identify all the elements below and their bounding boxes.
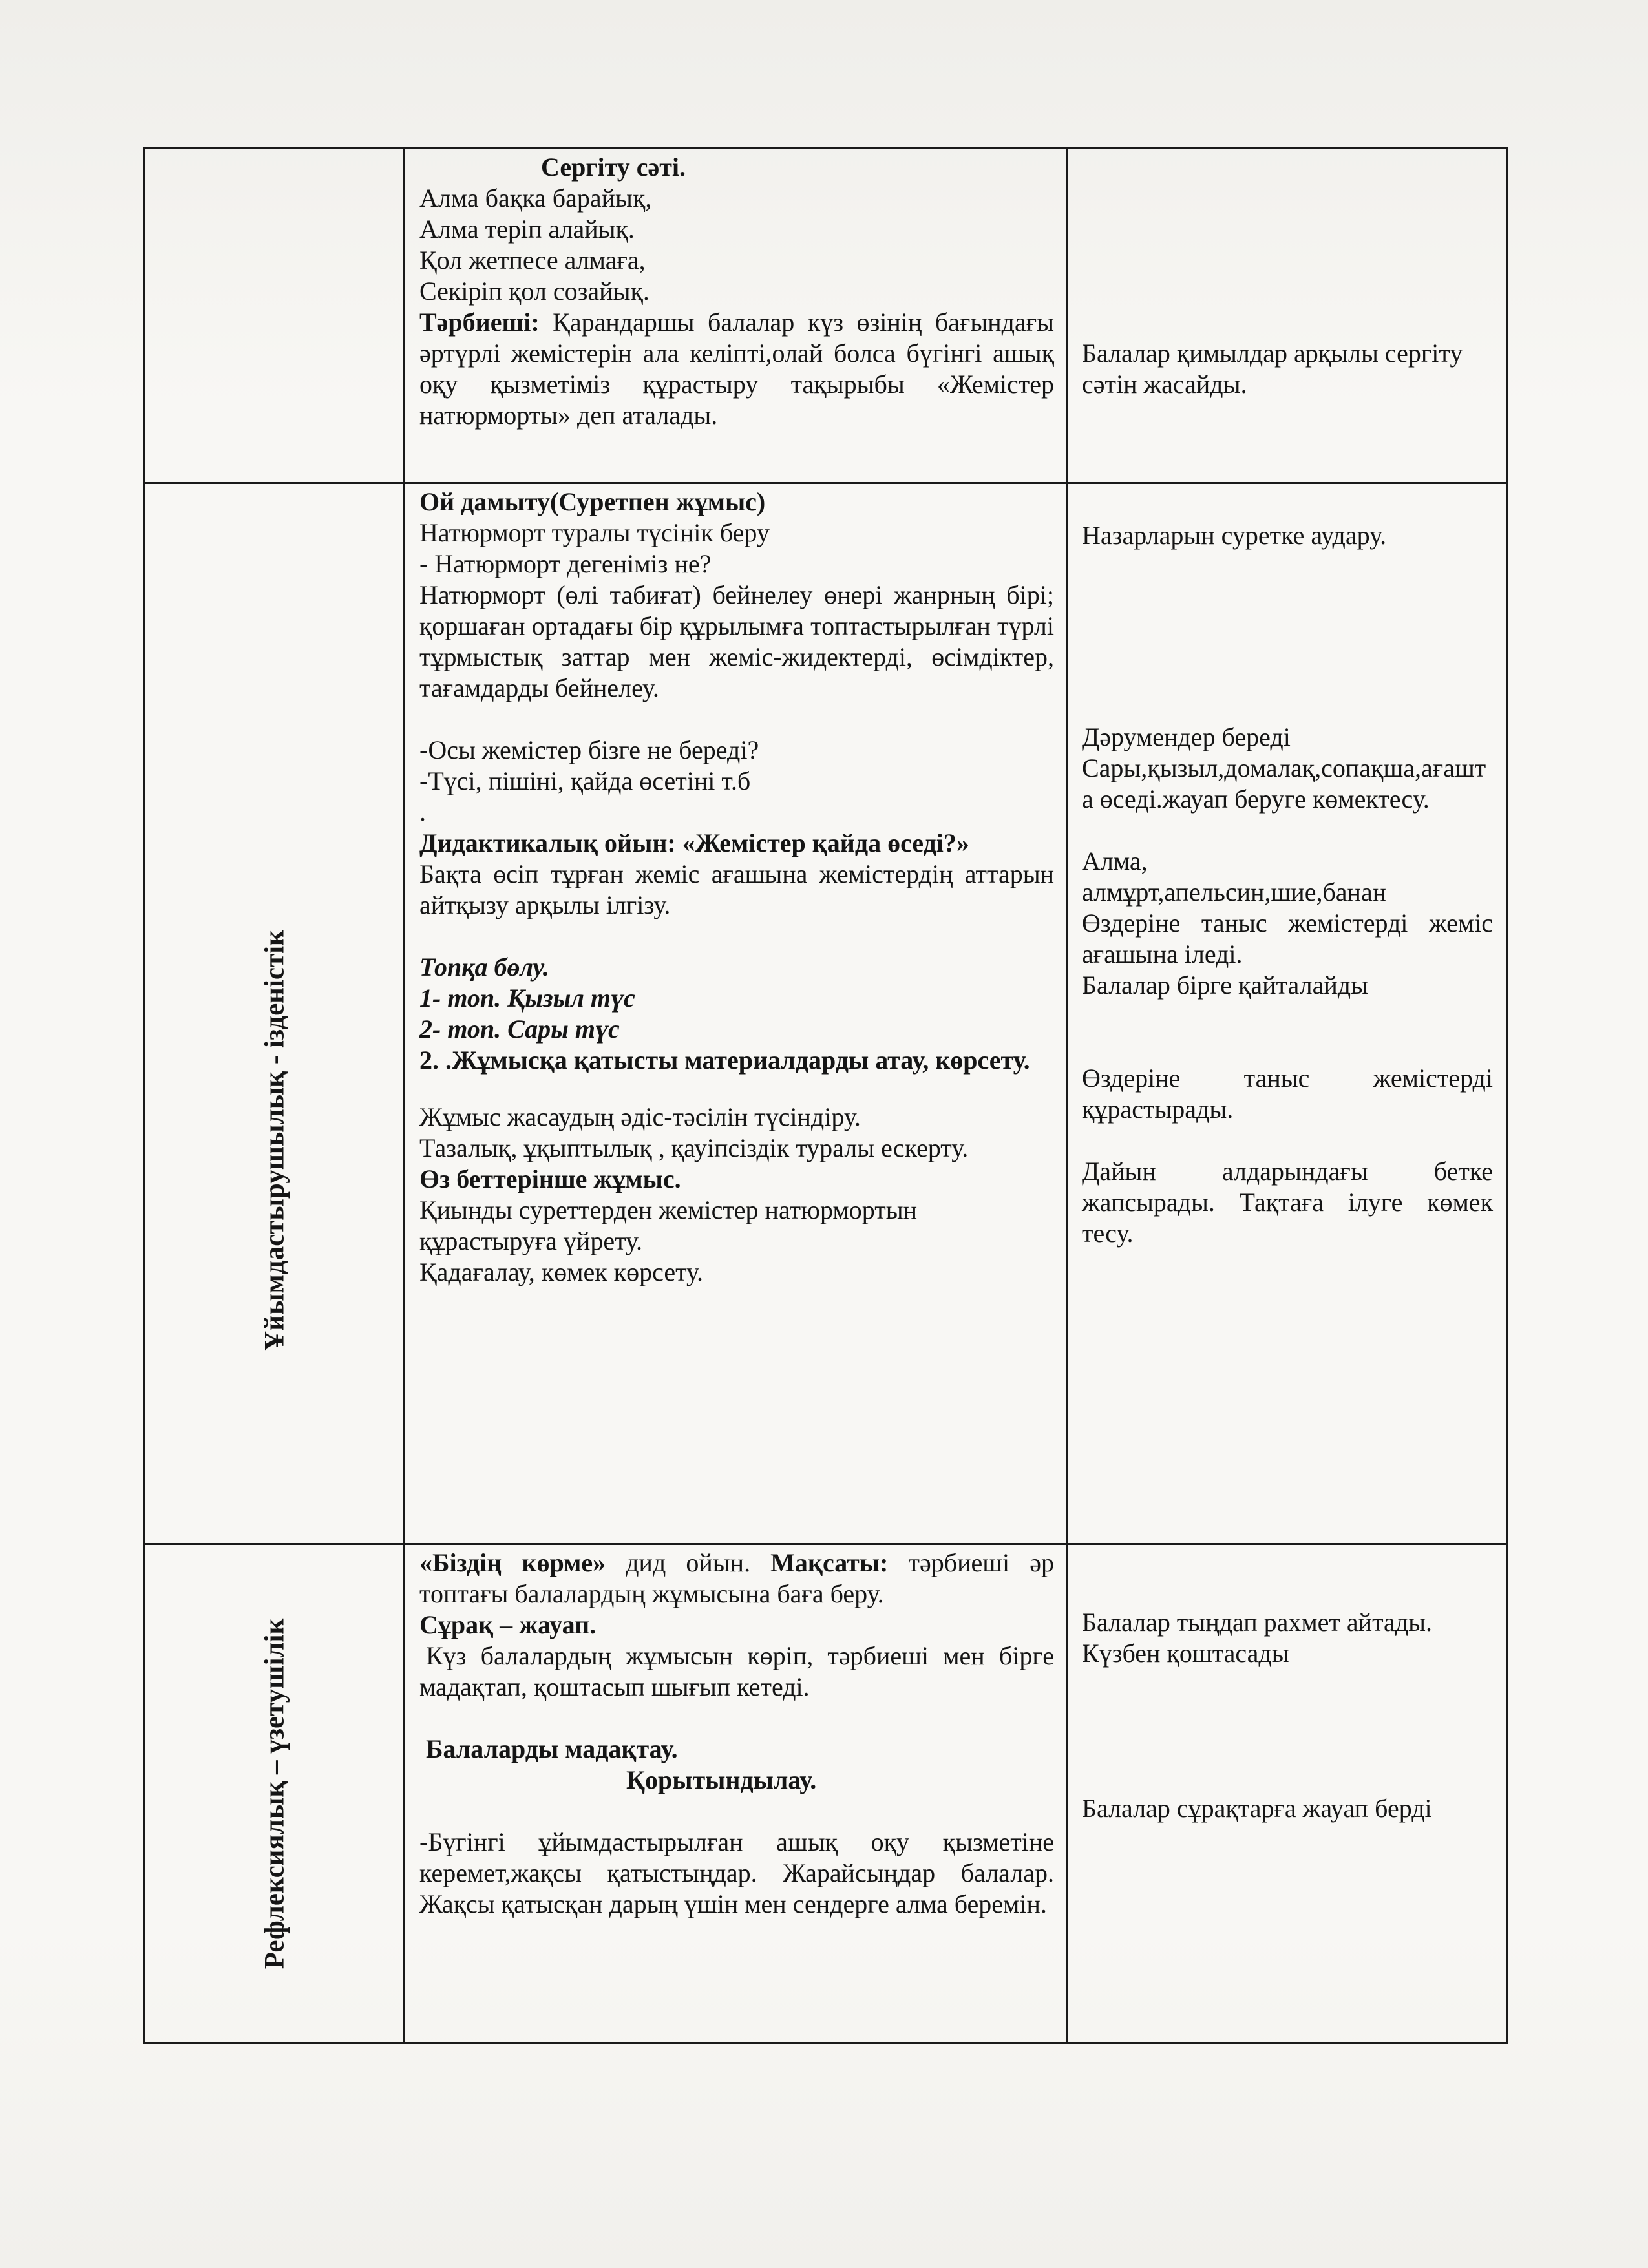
table-row bbox=[145, 149, 1507, 483]
game-description: Бақта өсіп тұрған жеміс ағашына жемістердің аттарын айтқызу арқылы ілгізу. bbox=[419, 859, 1054, 919]
qa-heading: Сұрақ – жауап. bbox=[419, 1610, 597, 1639]
children-response: Балалар тыңдап рахмет айтады. bbox=[1082, 1608, 1433, 1637]
game-name: «Біздің көрме» bbox=[419, 1548, 606, 1577]
children-response: Балалар бірге қайталайды bbox=[1082, 971, 1368, 1000]
children-activity-cell bbox=[1067, 149, 1507, 483]
children-response: Дайын алдарындағы бетке жапсырады. Тақтаға ілуге көмек тесу. bbox=[1082, 1157, 1493, 1248]
own-work-heading: Өз беттерінше жұмыс. bbox=[419, 1164, 681, 1193]
stage-cell bbox=[145, 1544, 405, 2043]
poem-line: Алма теріп алайық. bbox=[419, 215, 635, 244]
praise-heading: Балаларды мадақтау. bbox=[426, 1734, 678, 1763]
game-title: Дидактикалық ойын: «Жемістер қайда өседі?» bbox=[419, 828, 969, 857]
children-response: Дәрумендер береді bbox=[1082, 722, 1291, 751]
text-paragraph: Күз балалардың жұмысын көріп, тәрбиеші мен бірге мадақтап, қоштасып шығып кетеді. bbox=[419, 1641, 1054, 1701]
section-heading: Ой дамыту(Суретпен жұмыс) bbox=[419, 487, 766, 516]
stage-name: Рефлексиялық – үзетушілік bbox=[259, 1618, 290, 1969]
final-paragraph: -Бүгінгі ұйымдастырылған ашық оқу қызметіне керемет,жақсы қатыстыңдар. Жарайсыңдар балалар. Жақсы қатысқан дарың үшін мен сендерге алма беремін. bbox=[419, 1827, 1054, 1918]
stage-cell bbox=[145, 483, 405, 1544]
poem-line: Секіріп қол созайық. bbox=[419, 277, 650, 306]
teacher-activity-cell bbox=[405, 149, 1067, 483]
children-activity-cell bbox=[1067, 1544, 1507, 2043]
text-fragment: дид ойын. bbox=[606, 1548, 771, 1577]
children-response: Балалар қимылдар арқылы сергіту сәтін жасайды. bbox=[1082, 339, 1463, 399]
teacher-text: Қарандаршы балалар күз өзінің бағындағы әртүрлі жемістерін ала келіпті,олай болса бүгінгі ашық оқу қызметіміз құрастыру тақырыбы «Жемістер натюрморты» деп аталады. bbox=[419, 308, 1054, 430]
table-row bbox=[145, 483, 1507, 1544]
stage-cell-empty bbox=[145, 149, 405, 483]
children-response: Өздеріне таныс жемістерді жеміс ағашына іледі. bbox=[1082, 908, 1493, 969]
children-response: Балалар сұрақтарға жауап берді bbox=[1082, 1794, 1432, 1823]
text-line: Тазалық, ұқыптылық , қауіпсіздік туралы ескерту. bbox=[419, 1133, 969, 1162]
summary-heading: Қорытындылау. bbox=[626, 1765, 817, 1794]
poem-line: Алма бақка барайық, bbox=[419, 184, 652, 213]
children-response: алмұрт,апельсин,шие,банан bbox=[1082, 877, 1387, 907]
question-line: -Түсі, пішіні, қайда өсетіні т.б bbox=[419, 766, 751, 795]
children-response: Өздеріне таныс жемістерді құрастырады. bbox=[1082, 1064, 1493, 1124]
section-title: Сергіту сәті. bbox=[541, 152, 686, 182]
teacher-label: Тәрбиеші: bbox=[419, 308, 540, 337]
question-line: -Осы жемістер бізге не береді? bbox=[419, 735, 759, 764]
group-item: 1- топ. Қызыл түс bbox=[419, 983, 635, 1013]
text-line: . bbox=[419, 797, 426, 826]
game-paragraph bbox=[419, 1548, 1054, 1610]
teacher-activity-cell bbox=[405, 483, 1067, 1544]
children-response: Алма, bbox=[1082, 846, 1148, 876]
children-response: Күзбен қоштасады bbox=[1082, 1639, 1289, 1668]
goal-label: Мақсаты: bbox=[770, 1548, 889, 1577]
teacher-paragraph bbox=[419, 307, 1054, 431]
goal-text: тәрбиеші әр топтағы балалардың жұмысына баға беру. bbox=[419, 1548, 1054, 1608]
text-line: Жұмыс жасаудың әдіс-тәсілін түсіндіру. bbox=[419, 1102, 861, 1131]
lesson-plan-table bbox=[143, 147, 1508, 2044]
text-line: - Натюрморт дегеніміз не? bbox=[419, 549, 712, 578]
children-activity-cell bbox=[1067, 483, 1507, 1544]
group-item: 2- топ. Сары түс bbox=[419, 1014, 620, 1044]
poem-line: Қол жетпесе алмаға, bbox=[419, 246, 646, 275]
stage-name: Ұйымдастырушылық - ізденістік bbox=[259, 930, 290, 1352]
teacher-activity-cell bbox=[405, 1544, 1067, 2043]
text-line: Қадағалау, көмек көрсету. bbox=[419, 1257, 704, 1286]
materials-heading: 2. .Жұмысқа қатысты материалдарды атау, көрсету. bbox=[419, 1045, 1030, 1075]
groups-title: Топқа бөлу. bbox=[419, 952, 549, 982]
table-row bbox=[145, 1544, 1507, 2043]
definition-paragraph: Натюрморт (өлі табиғат) бейнелеу өнері жанрның бірі; қоршаған ортадағы бір құрылымға топтастырылған түрлі тұрмыстық заттар мен жеміс-жидектерді, өсімдіктер, тағамдарды бейнелеу. bbox=[419, 580, 1054, 702]
children-response: Назарларын суретке аудару. bbox=[1082, 521, 1387, 550]
text-line: Натюрморт туралы түсінік беру bbox=[419, 518, 770, 547]
text-line: Қиынды суреттерден жемістер натюрмортын құрастыруға үйрету. bbox=[419, 1195, 917, 1255]
children-response: Сары,қызыл,домалақ,сопақша,ағашта өседі.жауап беруге көмектесу. bbox=[1082, 753, 1486, 814]
